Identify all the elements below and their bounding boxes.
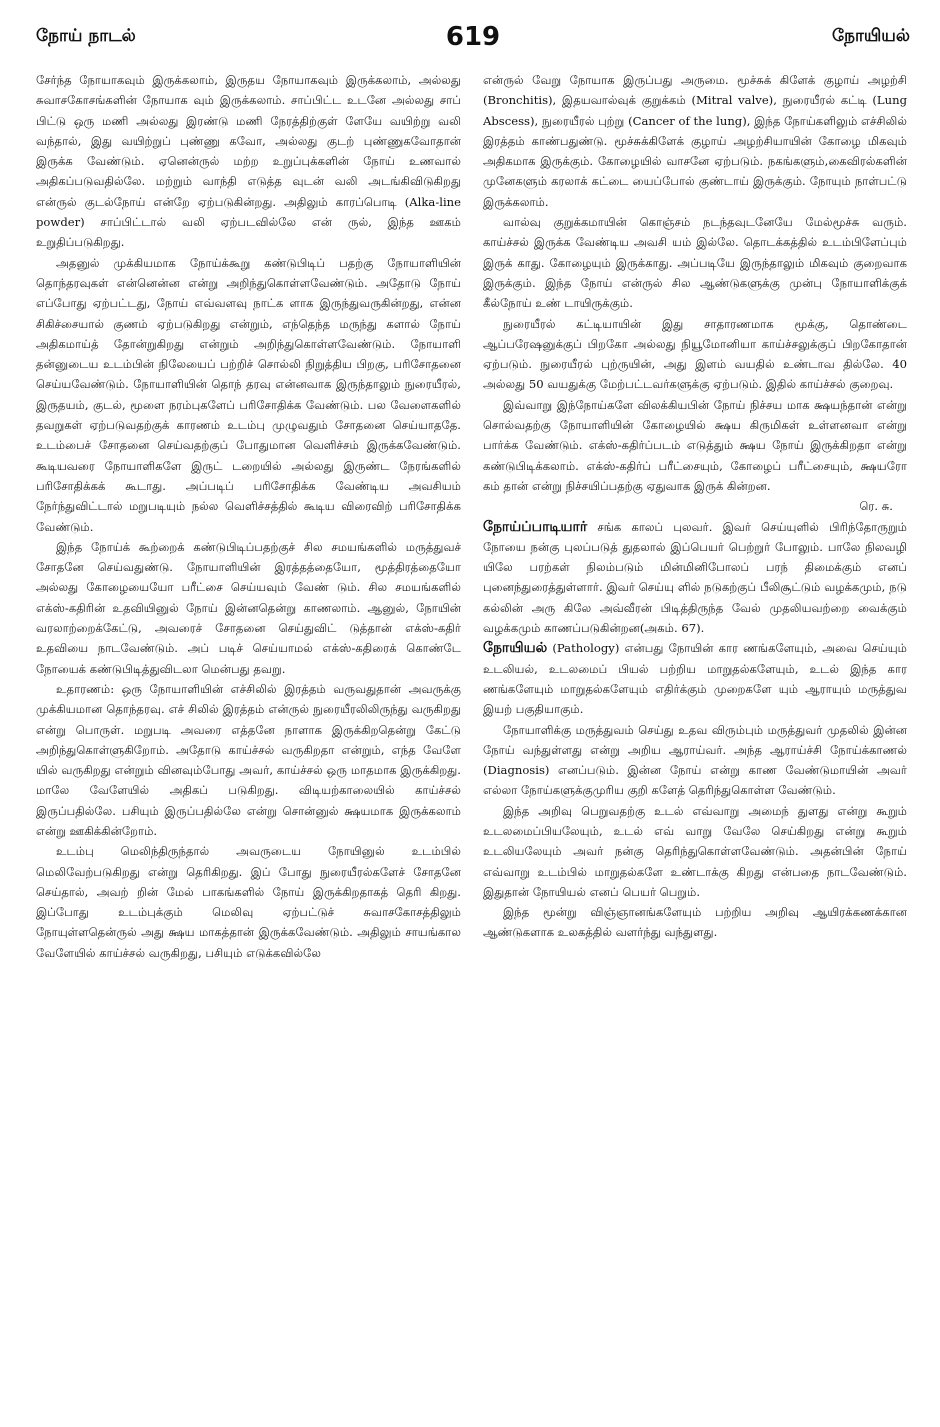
author-signature: ரெ. சு. (859, 499, 893, 514)
entry-headword-english: (Pathology) (552, 641, 620, 656)
entry-headword: நோயியல் (483, 640, 548, 657)
left-column (36, 70, 461, 963)
paragraph: உடம்பு மெலிந்திருந்தால் அவருடைய நோயினுல் உடம்பில் மெலிவேற்படுகிறது என்று தெரிகிறது. இப் போது நுரையீரல்களேச் சோதனே செய்தால், அவற் றின் மேல் பாகங்களில் நோய் இருக்கிறதாகத் தெரி கிறது. இப்போது உடம்புக்கும் மெலிவு ஏற்பட்டுச் சுவாசகோசத்திலும் நோயுள்ளதென்ருல் அது க்ஷய மாகத்தான் இருக்கவேண்டும். அதிலும் சாயங்கால வேளேயில் காய்ச்சல் வருகிறது, பசியும் எடுக்கவில்லே (36, 844, 461, 960)
entry-noyiyal (483, 638, 907, 719)
paragraph: இந்த நோய்க் கூற்றைக் கண்டுபிடிப்பதற்குச் சில சமயங்களில் மருத்துவச் சோதனே செய்வதுண்டு. நோயாளியின் இரத்தத்தையோ, மூத்திரத்தையோ அல்லது கோழையையோ பரீட்சை செய்யவும் வேண் டும். சில சமயங்களில் எக்ஸ்-கதிரின் உதவியினுல் நோய் இன்னதென்று காணலாம். ஆனுல், நோயின் வரலாற்றைக்கேட்டு, அவரைச் சோதனை செய்துவிட் டுத்தான் எக்ஸ்-கதிர் உதவியை நாடவேண்டும். அப் படிச் செய்யாமல் எக்ஸ்-கதிரைக் கொண்டே நோயைக் கண்டுபிடித்துவிடலா மென்பது தவறு. (36, 539, 461, 676)
page-number: 619 (445, 22, 501, 52)
entry-text: சங்க காலப் புலவர். இவர் செய்யுளில் பிரிந்தோருறும் நோயை நன்கு புலப்படுத் துதலால் இப்பெயர் பெற்றுர் போலும். பாலே நிலவழி யிலே பரற்கள் நிலம்படும் மின்மினிபோலப் பரந் திமைக்கும் எனப் புனைந்துரைத்துள்ளார். இவர் செய்யு ளில் நடுகற்குப் பீலிசூட்டும் வழக்கமும், நடு கல்லின் அரு கிலே அவ்வீரன் பிடித்திருந்த வேல் முதலியவற்றை வைக்கும் வழக்கமும் காணப்படுகின்றன(அகம். 67). (483, 519, 908, 636)
running-head-right: நோயியல் (832, 26, 910, 46)
paragraph: இவ்வாறு இந்நோய்களே விலக்கியபின் நோய் நிச்சய மாக க்ஷயந்தான் என்று சொல்வதற்கு நோயாளியின் கோழையில் க்ஷய கிருமிகள் உள்ளனவா என்று பார்க்க வேண்டும். எக்ஸ்-கதிர்ப்படம் எடுத்தும் க்ஷய நோய் இருக்கிறதா என்று கண்டுபிடிக்கலாம். எக்ஸ்-கதிர்ப் பரீட்சையும், கோழைப் பரீட்சையும், க்ஷயரோ கம் தான் என்று நிச்சயிப்பதற்கு ஏதுவாக இருக் கின்றன. (483, 397, 907, 493)
paragraph: நுரையீரல் கட்டியாயின் இது சாதாரணமாக மூக்கு, தொண்டை ஆப்பரேஷனுக்குப் பிறகோ அல்லது நியூமோனியா காய்ச்சலுக்குப் பிறகோதான் ஏற்படும். நுரையீரல் புற்ருயின், அது இளம் வயதில் உண்டாவ தில்லே. 40 அல்லது 50 வயதுக்கு மேற்பட்டவர்களுக்கு ஏற்படும். இதில் காய்ச்சல் குறைவு. (483, 316, 907, 392)
paragraph: வால்வு குறுக்கமாயின் கொஞ்சம் நடந்தவுடனேயே மேல்மூச்சு வரும். காய்ச்சல் இருக்க வேண்டிய அவசி யம் இல்லே. தொடக்கத்தில் உடம்பிளேப்பும் இருக் காது. கோழையும் இருக்காது. அப்படியே இருந்தாலும் மிகவும் குறைவாக இருக்கும். இந்த நோய் என்ருல் சில ஆண்டுகளுக்கு முன்பு நோயாளிக்குக் கீல்நோய் உண் டாயிருக்கும். (483, 215, 907, 311)
paragraph: இந்த மூன்று விஞ்ஞானங்களேயும் பற்றிய அறிவு ஆயிரக்கணக்கான ஆண்டுகளாக உலகத்தில் வளர்ந்து வந்துளது. (483, 905, 907, 940)
paragraph: அதனுல் முக்கியமாக நோய்க்கூறு கண்டுபிடிப் பதற்கு நோயாளியின் தொந்தரவுகள் என்னென்ன என்று அறிந்துகொள்ளவேண்டும். அதோடு நோய் எப்போது ஏற்பட்டது, நோய் எவ்வளவு நாட்க ளாக இருந்துவருகின்றது, என்ன சிகிச்சையால் குணம் ஏற்படுகிறது என்றும், எந்தெந்த மருந்து களால் நோய் அதிகமாய்த் தோன்றுகிறது என்றும் அறிந்துகொள்ளவேண்டும். நோயாளி தன்னுடைய உடம்பின் நிலேயைப் பற்றிச் சொல்லி நிறுத்திய பிறகு, பரிசோதனை செய்யவேண்டும். நோயாளியின் தொந் தரவு என்னவாக இருந்தாலும் நுரையீரல், இருதயம், குடல், மூளை நரம்புகளேப் பரிசோதிக்க வேண்டும். பல வேளைகளில் தவறுகள் ஏற்படுவதற்குக் காரணம் உடம்பு முழுவதும் சோதனை செய்யாததே. உடம்பைச் சோதனை செய்வதற்குப் போதுமான வெளிச்சம் இருக்கவேண்டும். கூடியவரை நோயாளிகளே இருட் டறையில் அல்லது இருண்ட நேரங்களில் பரிசோதிக்கக் கூடாது. அப்படிப் பரிசோதிக்க வேண்டிய அவசியம் நேர்ந்துவிட்டால் மறுபடியும் நல்ல வெளிச்சத்தில் கூடிய விரைவிற் பரிசோதிக்க வேண்டும். (36, 255, 461, 534)
paragraph: உதாரணம்: ஒரு நோயாளியின் எச்சிலில் இரத்தம் வருவதுதான் அவருக்கு முக்கியமான தொந்தரவு. எச் சிலில் இரத்தம் என்ருல் நுரையீரலிலிருந்து வருகிறது என்று பொருள். மறுபடி அவரை எத்தனே நாளாக இருக்கிறதென்று கேட்டு அறிந்துகொள்ளுகிறோம். அதோடு காய்ச்சல் வருகிறதா என்றும், எந்த வேளே யில் வருகிறது என்றும் வினவும்போது அவர், காய்ச்சல் ஒரு மாதமாக இருக்கிறது. மாலே வேளேயில் அதிகப் படுகிறது. விடியற்காலையில் காய்ச்சல் இருப்பதில்லே. பசியும் இருப்பதில்லே என்று சொன்னுல் க்ஷயமாக இருக்கலாம் என்று ஊகிக்கின்றோம். (36, 681, 461, 838)
paragraph: நோயாளிக்கு மருத்துவம் செய்து உதவ விரும்பும் மருத்துவர் முதலில் இன்ன நோய் வந்துள்ளது என்று அறிய ஆராய்வர். அந்த ஆராய்ச்சி நோய்க்காணல் (Diagnosis) எனப்படும். இன்ன நோய் என்று காண வேண்டுமாயின் அவர் எல்லா நோய்களுக்குமுரிய குறி களேத் தெரிந்துகொள்ள வேண்டும். (483, 722, 907, 798)
paragraph: இந்த அறிவு பெறுவதற்கு உடல் எவ்வாறு அமைந் துளது என்று கூறும் உடலமைப்பியலேயும், உடல் எவ் வாறு வேலே செய்கிறது என்று கூறும் உடலியலேயும் அவர் நன்கு தெரிந்துகொள்ளவேண்டும். அதன்பின் நோய் எவ்வாறு உடம்பில் மாறுதல்களே உண்டாக்கு கிறது என்பதை நாடவேண்டும். இதுதான் நோயியல் எனப் பெயர் பெறும். (483, 803, 907, 899)
entry-headword: நோய்ப்பாடியார் (483, 518, 588, 535)
paragraph: என்ருல் வேறு நோயாக இருப்பது அருமை. மூச்சுக் கிளேக் குழாய் அழற்சி (Bronchitis), இதயவால்வுக் குறுக்கம் (Mitral valve), நுரையீரல் கட்டி (Lung Abscess), நுரையீரல் புற்று (Cancer of the lung), இந்த நோய்களிலும் எச்சிலில் இரத்தம் காண்பதுண்டு. மூச்சுக்கிளேக் குழாய் அழற்சியாயின் கோழை மிகவும் அதிகமாக இருக்கும். கோழையில் வாசனே ஏற்படும். நகங்களும்,கைவிரல்களின் முனேகளும் கரலாக் கட்டை யைப்போல் குண்டாய் இருக்கும். நோயும் நாள்பட்டு இருக்கலாம். (483, 73, 907, 209)
running-head-left: நோய் நாடல் (36, 26, 136, 46)
entry-noypadiyar (483, 517, 907, 639)
paragraph: சேர்ந்த நோயாகவும் இருக்கலாம், இருதய நோயாகவும் இருக்கலாம், அல்லது சுவாசகோசங்களின் நோயாக வும் இருக்கலாம். சாப்பிட்ட உடனே அல்லது சாப் பிட்டு ஒரு மணி அல்லது இரண்டு மணி நேரத்திற்குள் ளேயே வயிற்று வலி வந்தால், இது வயிற்றுப் புண்ணு கவோ, அல்லது குடற் புண்ணுகவோதான் இருக்க வேண்டும். ஏனென்ருல் மற்ற உறுப்புக்களின் நோய் உணவால் அதிகப்படுவதில்லே. மற்றும் வாந்தி எடுத்த வுடன் வலி அடங்கிவிடுகிறது என்ருல் குடல்நோய் என்றே ஏற்படுகின்றது. அதிலும் காரப்பொடி (Alka-line powder) சாப்பிட்டால் வலி ஏற்படவில்லே என் ருல், இந்த ஊகம் உறுதிப்படுகிறது. (36, 73, 461, 250)
page-header (36, 22, 910, 58)
entry-text: என்பது நோயின் கார ணங்களேயும், அவை செய்யும் உடலியல், உடலமைப் பியல் பற்றிய மாறுதல்களேயும், உடல் இந்த கார ணங்களேயும் மாறுதல்களேயும் எதிர்க்கும் முறைகளே யும் ஆராயும் மருத்துவ இயற் பகுதியாகும். (483, 641, 907, 717)
right-column (483, 70, 907, 943)
